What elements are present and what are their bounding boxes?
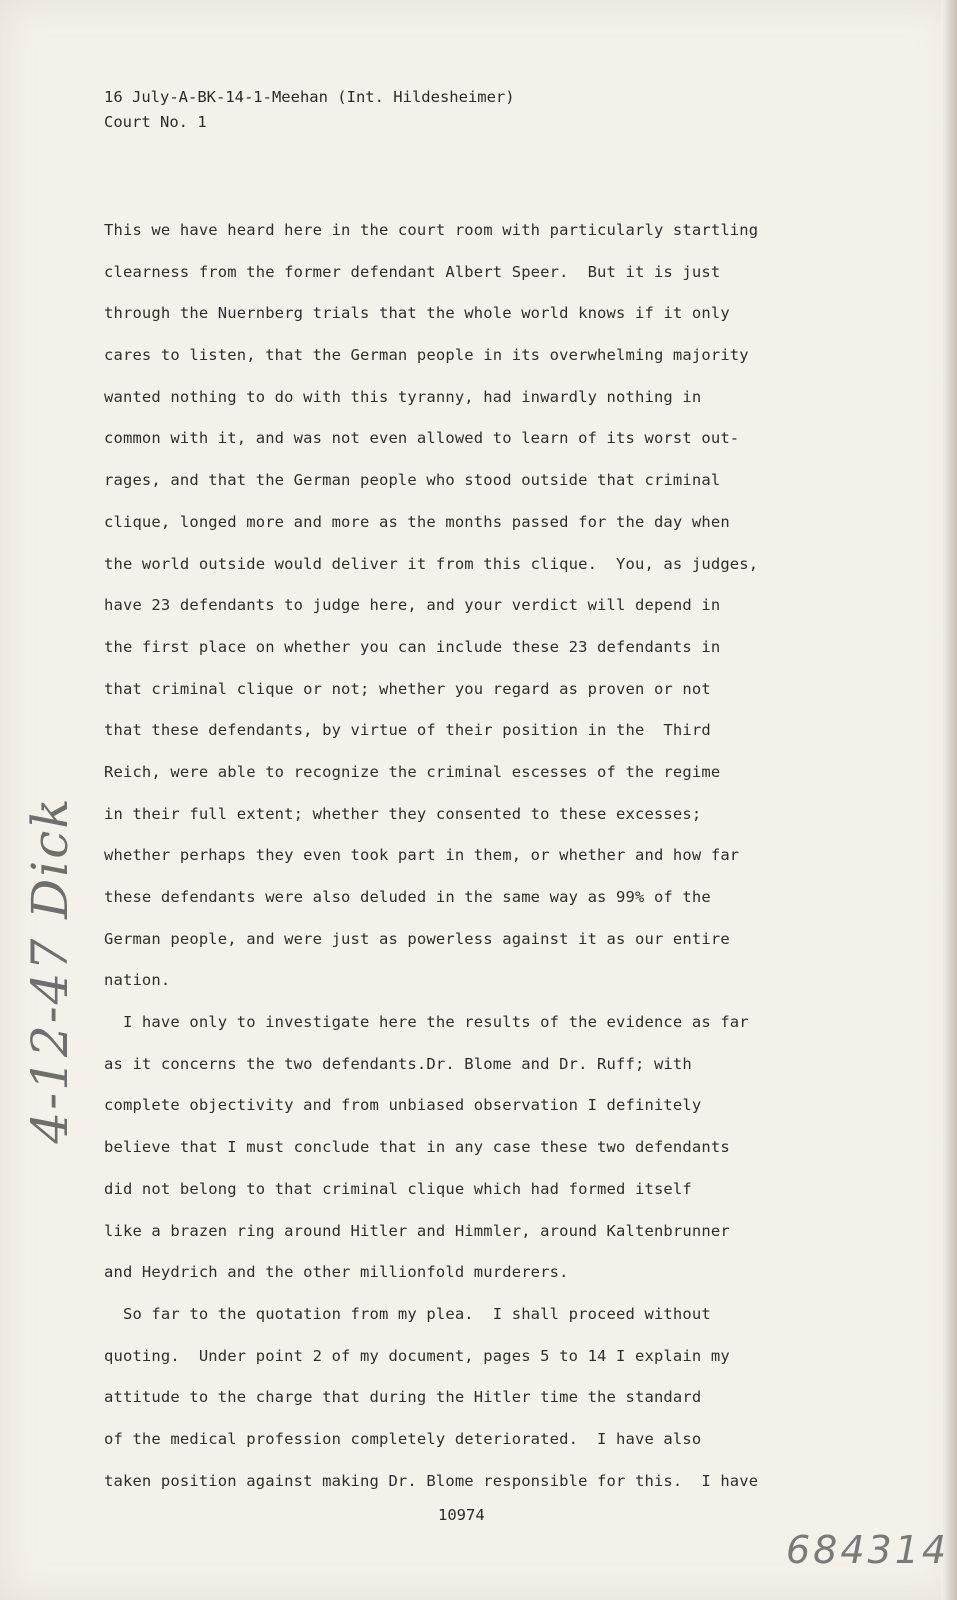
- text-line: the first place on whether you can include these 23 defendants in: [104, 637, 721, 656]
- text-line: So far to the quotation from my plea. I shall proceed without: [104, 1304, 711, 1323]
- text-line: taken position against making Dr. Blome responsible for this. I have: [104, 1471, 759, 1490]
- text-line: like a brazen ring around Hitler and Himmler, around Kaltenbrunner: [104, 1221, 730, 1240]
- text-line: have 23 defendants to judge here, and your verdict will depend in: [104, 596, 721, 615]
- handwritten-margin-note: [20, 760, 80, 1180]
- text-line: rages, and that the German people who stood outside that criminal: [104, 471, 721, 490]
- text-line: whether perhaps they even took part in them, or whether and how far: [104, 846, 740, 865]
- text-line: clique, longed more and more as the months passed for the day when: [104, 512, 730, 531]
- text-line: did not belong to that criminal clique which had formed itself: [104, 1179, 692, 1198]
- text-line: as it concerns the two defendants.Dr. Blome and Dr. Ruff; with: [104, 1054, 692, 1073]
- page-number: 10974: [438, 1506, 485, 1524]
- text-line: wanted nothing to do with this tyranny, had inwardly nothing in: [104, 387, 702, 406]
- text-line: clearness from the former defendant Albert Speer. But it is just: [104, 262, 721, 281]
- page-edge-shadow: [941, 0, 957, 1600]
- text-line: This we have heard here in the court room with particularly startling: [104, 221, 759, 239]
- text-line: through the Nuernberg trials that the whole world knows if it only: [104, 304, 730, 323]
- text-line: complete objectivity and from unbiased observation I definitely: [104, 1096, 702, 1115]
- text-line: common with it, and was not even allowed to learn of its worst out-: [104, 429, 740, 448]
- text-line: quoting. Under point 2 of my document, pages 5 to 14 I explain my: [104, 1346, 730, 1365]
- text-line: Reich, were able to recognize the criminal escesses of the regime: [104, 762, 721, 781]
- text-line: these defendants were also deluded in the same way as 99% of the: [104, 888, 711, 906]
- text-line: believe that I must conclude that in any case these two defendants: [104, 1138, 730, 1157]
- text-line: I have only to investigate here the results of the evidence as far: [104, 1013, 749, 1032]
- text-line: and Heydrich and the other millionfold murderers.: [104, 1263, 569, 1282]
- header-title-line: 16 July-A-BK-14-1-Meehan (Int. Hildesheimer): [104, 88, 515, 106]
- handwritten-document-number: 684314: [786, 1528, 950, 1572]
- text-line: in their full extent; whether they consented to these excesses;: [104, 804, 702, 823]
- text-line: that these defendants, by virtue of their position in the Third: [104, 721, 711, 740]
- header-court-line: Court No. 1: [104, 113, 207, 131]
- margin-note-text: 4-12-47 Dick: [21, 796, 79, 1144]
- text-line: German people, and were just as powerless against it as our entire: [104, 929, 730, 948]
- text-line: the world outside would deliver it from this clique. You, as judges,: [104, 554, 759, 573]
- text-line: nation.: [104, 971, 171, 990]
- text-line: of the medical profession completely deteriorated. I have also: [104, 1429, 702, 1448]
- text-line: attitude to the charge that during the Hitler time the standard: [104, 1388, 702, 1407]
- text-line: cares to listen, that the German people in its overwhelming majority: [104, 346, 749, 365]
- body-text: [104, 210, 844, 1502]
- text-line: that criminal clique or not; whether you regard as proven or not: [104, 679, 711, 698]
